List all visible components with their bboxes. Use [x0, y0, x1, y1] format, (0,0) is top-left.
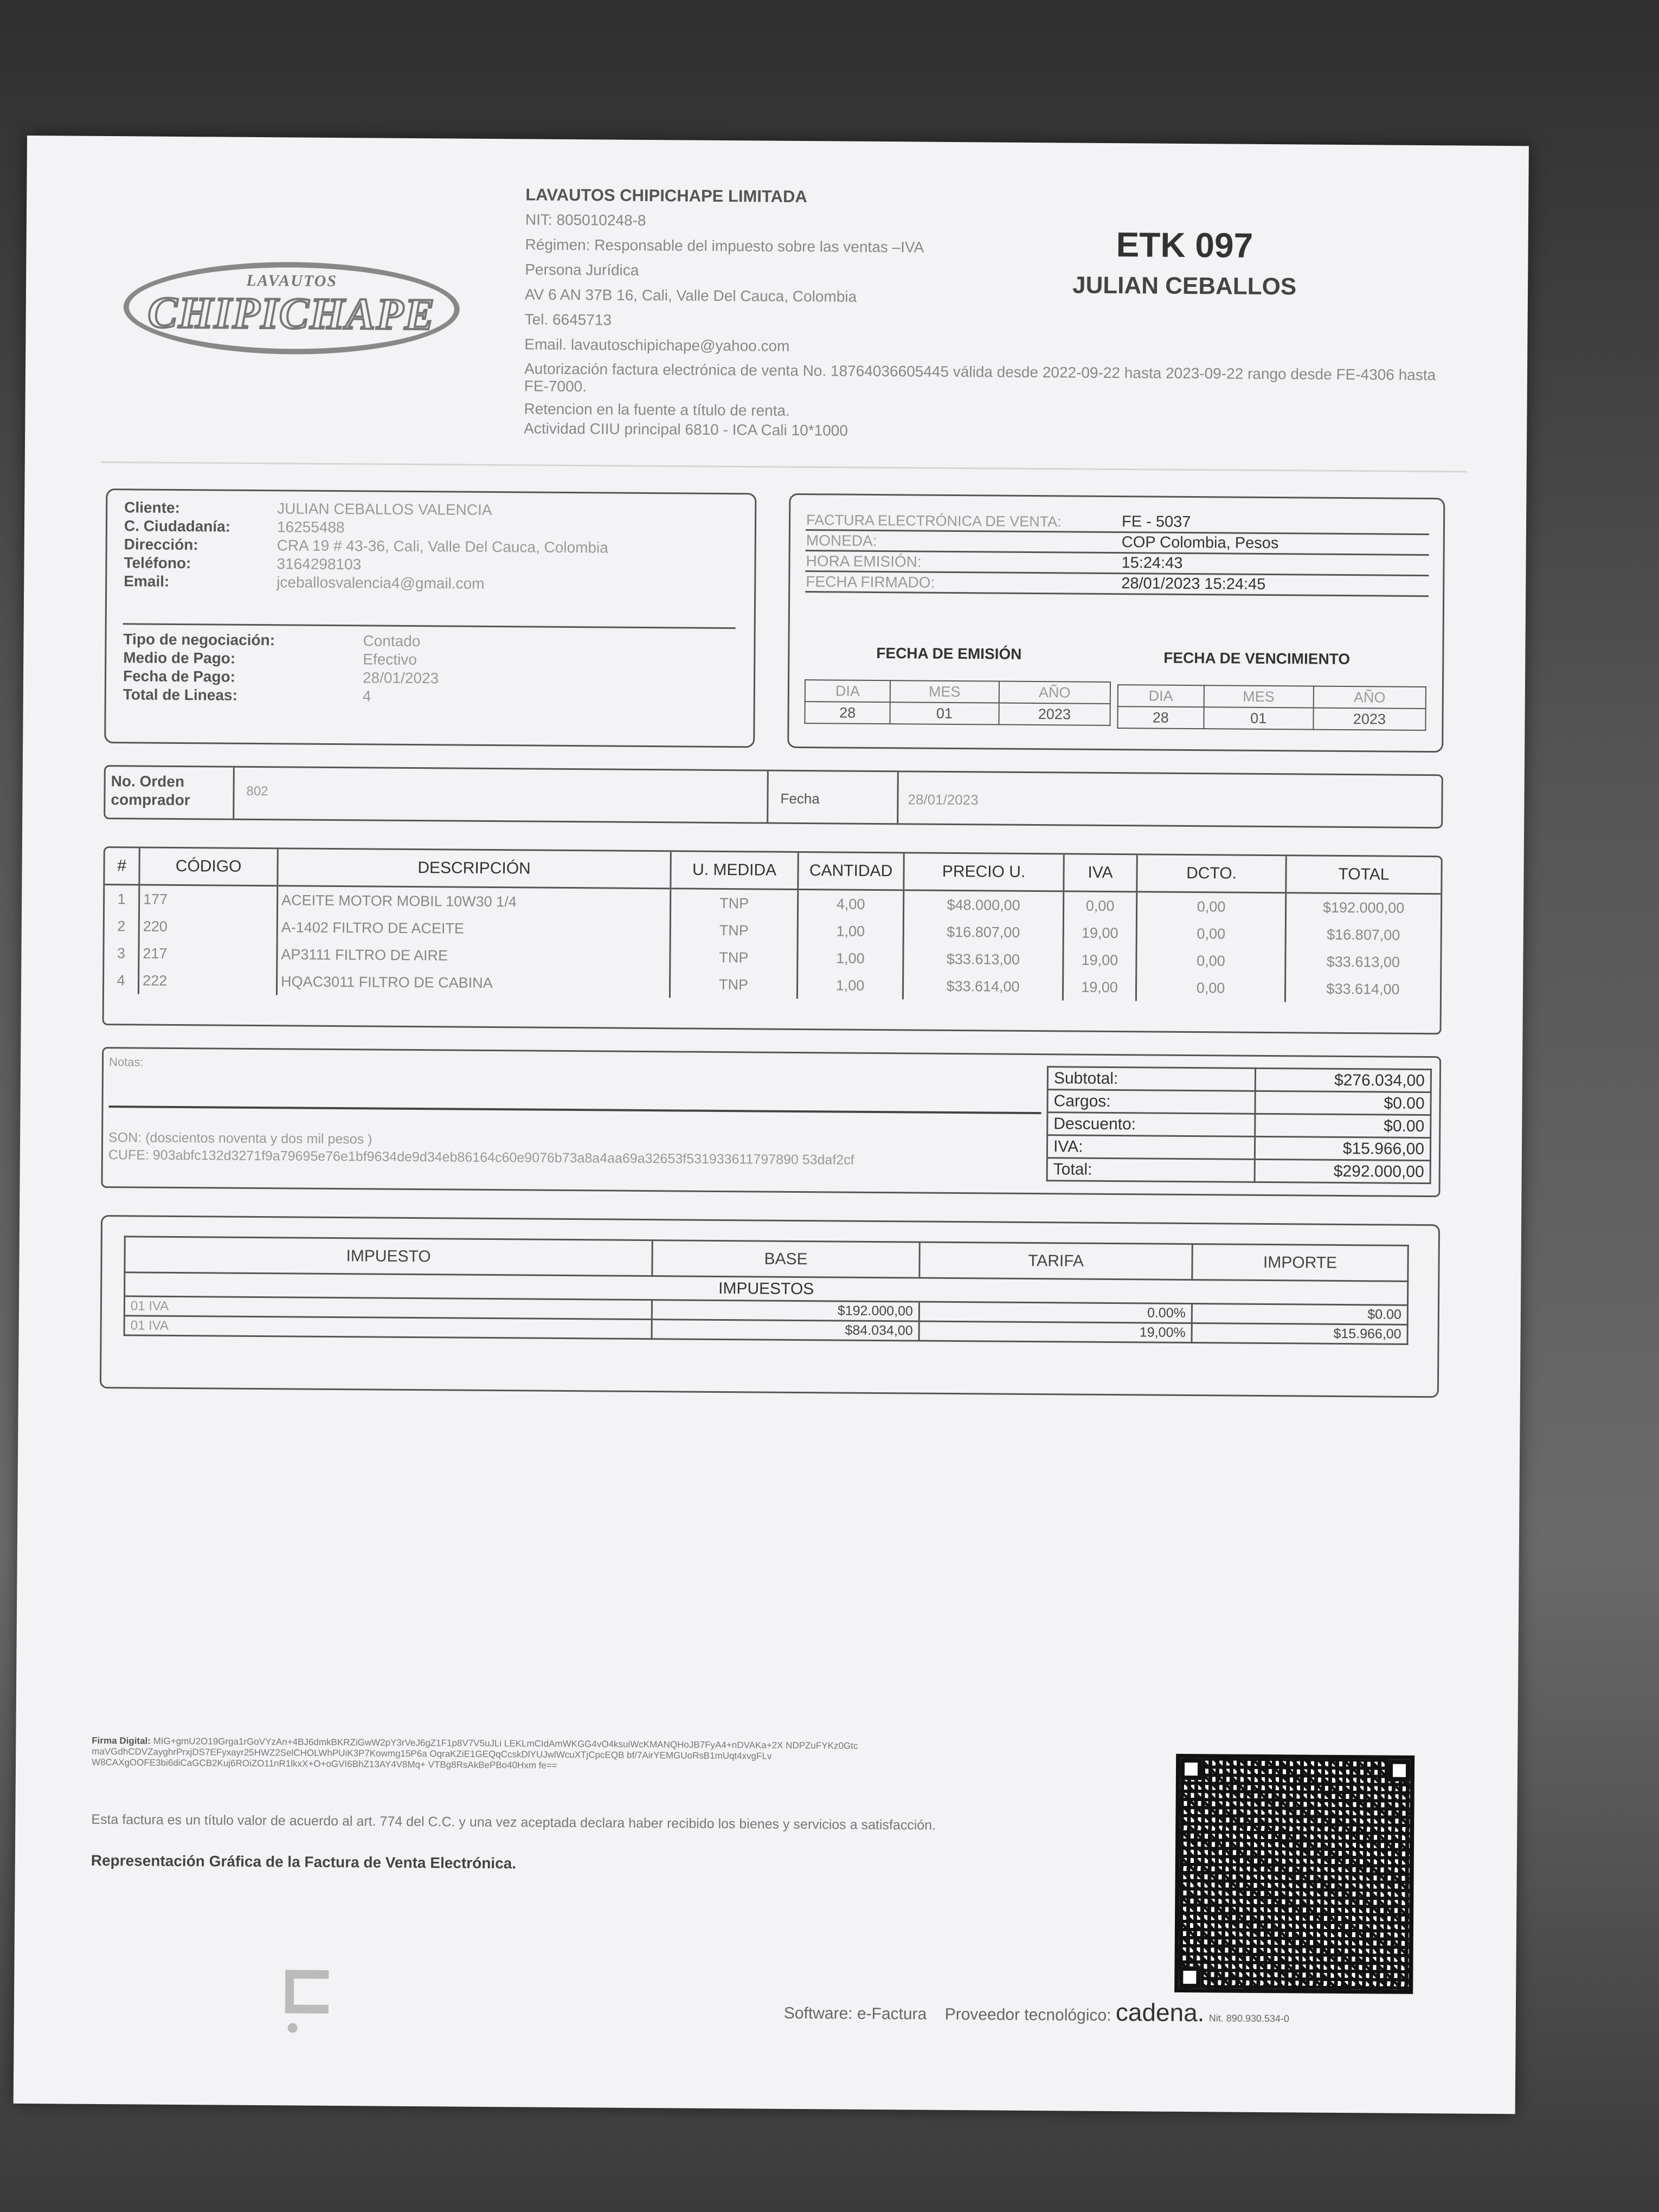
venc-date-table [1117, 684, 1426, 731]
client-address: CRA 19 # 43-36, Cali, Valle Del Cauca, Colombia [276, 537, 608, 556]
invoice-meta-table [805, 510, 1429, 597]
tax-col-tarifa: TARIFA [919, 1242, 1192, 1280]
factura-label: FACTURA ELECTRÓNICA DE VENTA: [806, 511, 1062, 530]
firmado-label: FECHA FIRMADO: [806, 573, 935, 591]
email-label: Email: [124, 573, 170, 590]
col-descripcion: DESCRIPCIÓN [278, 849, 671, 889]
descuento-value: $0.00 [1255, 1114, 1431, 1137]
issuer-regimen: Régimen: Responsable del impuesto sobre las ventas –IVA [525, 236, 924, 256]
item-iva: 19,00 [1063, 919, 1136, 947]
issuer-activity: Actividad CIIU principal 6810 - ICA Cali 10*1000 [524, 420, 848, 439]
order-box [104, 765, 1443, 828]
total-row [1047, 1158, 1430, 1184]
item-codigo: 217 [139, 940, 277, 968]
order-label: No. Orden comprador [111, 773, 190, 809]
tax-base: $84.034,00 [652, 1320, 919, 1341]
firmado-value: 28/01/2023 15:24:45 [1121, 575, 1266, 593]
emision-month: 01 [890, 702, 999, 724]
emision-day: 28 [805, 702, 890, 724]
lineas-label: Total de Lineas: [123, 686, 237, 704]
dot-icon [288, 2023, 298, 2033]
descuento-label: Descuento: [1047, 1113, 1255, 1137]
cargos-value: $0.00 [1255, 1091, 1431, 1115]
issuer-nit: NIT: 805010248-8 [525, 211, 646, 229]
qr-corner [1179, 1966, 1200, 1988]
hora-value: 15:24:43 [1121, 554, 1183, 572]
notes-box [101, 1047, 1441, 1197]
item-codigo: 222 [138, 967, 276, 995]
medio-value: Efectivo [363, 651, 417, 668]
subtotal-label: Subtotal: [1047, 1067, 1255, 1091]
order-sep-1 [233, 768, 235, 819]
item-total: $33.614,00 [1285, 975, 1440, 1003]
invoice-code: ETK 097 [1116, 225, 1253, 265]
client-cc: 16255488 [276, 518, 345, 536]
order-fecha-value: 28/01/2023 [908, 791, 979, 808]
order-sep-2 [767, 771, 769, 822]
item-medida: TNP [670, 970, 797, 999]
venc-year: 2023 [1313, 708, 1426, 730]
medio-label: Medio de Pago: [123, 649, 236, 667]
anio-header: AÑO [999, 681, 1110, 704]
tax-col-base: BASE [652, 1240, 919, 1278]
tax-amount: $15.966,00 [1192, 1323, 1407, 1345]
tax-rate: 0.00% [919, 1302, 1192, 1323]
item-descripcion: ACEITE MOTOR MOBIL 10W30 1/4 [277, 886, 670, 917]
firma-label: Firma Digital: [92, 1735, 151, 1746]
emision-title: FECHA DE EMISIÓN [876, 644, 1022, 663]
venc-day: 28 [1117, 706, 1204, 729]
items-table [104, 848, 1441, 1003]
col-total: TOTAL [1286, 856, 1441, 893]
issuer-retention: Retencion en la fuente a título de renta. [524, 400, 790, 419]
issuer-info [524, 182, 1447, 445]
logo-big-text: CHIPICHAPE [147, 287, 436, 339]
cc-label: C. Ciudadanía: [124, 517, 231, 535]
tipo-value: Contado [363, 632, 421, 650]
dia-header: DIA [1118, 685, 1204, 707]
item-total: $192.000,00 [1285, 893, 1441, 922]
company-logo [123, 261, 460, 355]
address-label: Dirección: [124, 536, 198, 554]
anio-header: AÑO [1313, 686, 1426, 709]
tax-base: $192.000,00 [652, 1300, 919, 1321]
subtotal-value: $276.034,00 [1255, 1068, 1431, 1092]
fecha-pago-value: 28/01/2023 [362, 669, 439, 687]
phone-label: Teléfono: [124, 554, 191, 572]
mes-header: MES [890, 680, 999, 703]
item-cantidad: 1,00 [798, 917, 903, 945]
item-total: $16.807,00 [1285, 921, 1441, 949]
total-row [1047, 1135, 1430, 1161]
item-codigo: 220 [139, 912, 277, 941]
software-text: Software: e-Factura [783, 2004, 927, 2023]
issuer-persona: Persona Jurídica [525, 261, 639, 279]
client-label: Cliente: [124, 499, 181, 516]
tax-section-title: IMPUESTOS [125, 1272, 1408, 1306]
moneda-value: COP Colombia, Pesos [1121, 533, 1279, 552]
item-codigo: 177 [139, 885, 277, 914]
col-cantidad: CANTIDAD [798, 853, 904, 890]
item-total: $33.613,00 [1285, 948, 1441, 976]
issuer-name: LAVAUTOS CHIPICHAPE LIMITADA [525, 185, 807, 207]
total-row [1047, 1090, 1431, 1115]
son-text: SON: (doscientos noventa y dos mil pesos ) [108, 1130, 372, 1147]
item-medida: TNP [670, 943, 798, 972]
grand-total-label: Total: [1047, 1158, 1255, 1182]
lineas-value: 4 [362, 687, 371, 705]
logo-small-text: LAVAUTOS [246, 271, 338, 290]
emision-date-table [804, 679, 1111, 726]
col-dcto: DCTO. [1137, 855, 1286, 892]
col-codigo: CÓDIGO [139, 848, 278, 885]
tax-rate: 19,00% [919, 1321, 1192, 1343]
invoice-paper [14, 136, 1529, 2114]
venc-month: 01 [1204, 707, 1313, 729]
col-precio: PRECIO U. [904, 853, 1064, 891]
issuer-address: AV 6 AN 37B 16, Cali, Valle Del Cauca, Colombia [524, 286, 857, 305]
fecha-pago-label: Fecha de Pago: [123, 667, 236, 685]
client-email: jceballosvalencia4@gmail.com [276, 574, 485, 592]
notes-line [108, 1105, 1041, 1114]
client-phone: 3164298103 [276, 555, 362, 573]
order-fecha-label: Fecha [780, 790, 820, 807]
item-dcto: 0,00 [1136, 947, 1285, 975]
venc-title: FECHA DE VENCIMIENTO [1163, 649, 1351, 668]
digital-signature [92, 1735, 1013, 1774]
items-box [102, 846, 1443, 1034]
total-row [1047, 1113, 1431, 1138]
iva-value: $15.966,00 [1255, 1136, 1430, 1160]
factura-value: FE - 5037 [1121, 513, 1191, 531]
item-precio: $48.000,00 [903, 890, 1063, 919]
item-descripcion: AP3111 FILTRO DE AIRE [277, 941, 670, 970]
item-precio: $33.614,00 [903, 972, 1063, 1000]
item-iva: 0,00 [1063, 891, 1136, 919]
col-medida: U. MEDIDA [671, 852, 798, 889]
item-precio: $16.807,00 [903, 918, 1063, 946]
tax-box [100, 1215, 1440, 1398]
efactura-logo-icon [285, 1970, 329, 2014]
col-num: # [105, 848, 139, 885]
totals-table [1046, 1066, 1432, 1184]
item-iva: 19,00 [1063, 973, 1136, 1001]
col-iva: IVA [1064, 854, 1137, 891]
item-num: 3 [117, 944, 126, 961]
item-medida: TNP [670, 916, 798, 944]
tax-table [124, 1236, 1409, 1345]
provider-nit: Nit. 890.930.534-0 [1208, 2012, 1290, 2024]
header-divider [101, 461, 1467, 473]
item-iva: 19,00 [1063, 946, 1136, 974]
item-precio: $33.613,00 [903, 945, 1063, 973]
issuer-phone: Tel. 6645713 [524, 311, 612, 329]
emision-year: 2023 [999, 703, 1110, 725]
issuer-email: Email. lavautoschipichape@yahoo.com [524, 336, 790, 355]
tax-amount: $0.00 [1192, 1304, 1407, 1325]
client-name: JULIAN CEBALLOS VALENCIA [277, 500, 492, 519]
legal-text: Esta factura es un título valor de acuerdo al art. 774 del C.C. y una vez aceptada declara haber recibido los bienes y servicios a satisfacción. [91, 1811, 936, 1833]
software-line [784, 1995, 1289, 2028]
item-dcto: 0,00 [1136, 974, 1285, 1002]
total-row [1047, 1067, 1431, 1092]
mes-header: MES [1204, 685, 1313, 708]
cargos-label: Cargos: [1047, 1090, 1255, 1114]
qr-corner [1180, 1758, 1202, 1780]
grand-total-value: $292.000,00 [1255, 1159, 1430, 1183]
item-num: 1 [117, 890, 126, 907]
payment-table [123, 630, 440, 706]
issuer-authorization: Autorización factura electrónica de venta No. 18764036605445 válida desde 2022-09-22 hasta 2023-09-22 rango desde FE-4306 hasta FE-7000. [524, 360, 1436, 395]
order-value: 802 [246, 783, 268, 799]
client-divider [123, 623, 736, 629]
client-table [123, 498, 609, 594]
representation-text: Representación Gráfica de la Factura de Venta Electrónica. [91, 1851, 517, 1872]
tax-name: 01 IVA [124, 1296, 652, 1320]
notes-label: Notas: [108, 1055, 144, 1069]
item-dcto: 0,00 [1136, 919, 1285, 948]
tax-col-importe: IMPORTE [1192, 1244, 1408, 1282]
qr-corner [1388, 1760, 1410, 1782]
item-cantidad: 1,00 [797, 972, 903, 999]
tax-col-impuesto: IMPUESTO [125, 1237, 652, 1276]
firma-value: MIG+gmU2O19Grga1rGoVYzAn+4BJ6dmkBKRZiGwW2pY3rVeJ6gZ1F1p8V7V5uJLi LEKLmCIdAmWKGG4vO4ksuiWcKMANQHoJB7FyA4+nDVAKa+2X NDPZuFYKz0Gtc maVGdhCDVZayghrPrxjDS7EFyxayr25HWZ2SelCHOLWhPUiK3P7Kowmg15P6a OqraKZiE1GEQqCcskDlYUJwlWcuXTjCpcEQB bf/7AirYEMGUoRsB1mUqt4xvgFLv W8CAXgOOFE3bi6diCaGCB2Kuj6ROiZO11nR1lkxX+O+oGVI6BhZ13AY4V8Mq+ VTBg8RsAkBePBo40Hxm fe== [91, 1735, 858, 1771]
provider-name: cadena. [1115, 1998, 1205, 2027]
qr-code-icon [1174, 1754, 1414, 1994]
invoice-box [787, 493, 1445, 753]
item-descripcion: HQAC3011 FILTRO DE CABINA [276, 968, 670, 998]
item-cantidad: 1,00 [798, 944, 903, 972]
item-dcto: 0,00 [1136, 892, 1285, 921]
iva-label: IVA: [1047, 1135, 1255, 1160]
item-cantidad: 4,00 [798, 889, 903, 918]
tipo-label: Tipo de negociación: [123, 631, 275, 649]
item-descripcion: A-1402 FILTRO DE ACEITE [277, 914, 670, 943]
client-box [104, 488, 756, 748]
item-num: 2 [117, 917, 126, 934]
tax-name: 01 IVA [124, 1316, 652, 1339]
item-num: 4 [117, 972, 125, 988]
hora-label: HORA EMISIÓN: [806, 552, 922, 570]
dia-header: DIA [805, 680, 890, 702]
cufe-text: CUFE: 903abfc132d3271f9a79695e76e1bf9634de9d34eb86164c60e9076b73a8a4aa69a32653f531933611797890 53daf2cf [108, 1147, 854, 1168]
order-sep-3 [897, 772, 899, 823]
header-client-name: JULIAN CEBALLOS [1072, 272, 1297, 300]
moneda-label: MONEDA: [806, 531, 877, 549]
item-medida: TNP [670, 889, 798, 917]
provider-label: Proveedor tecnológico: [944, 2005, 1111, 2025]
